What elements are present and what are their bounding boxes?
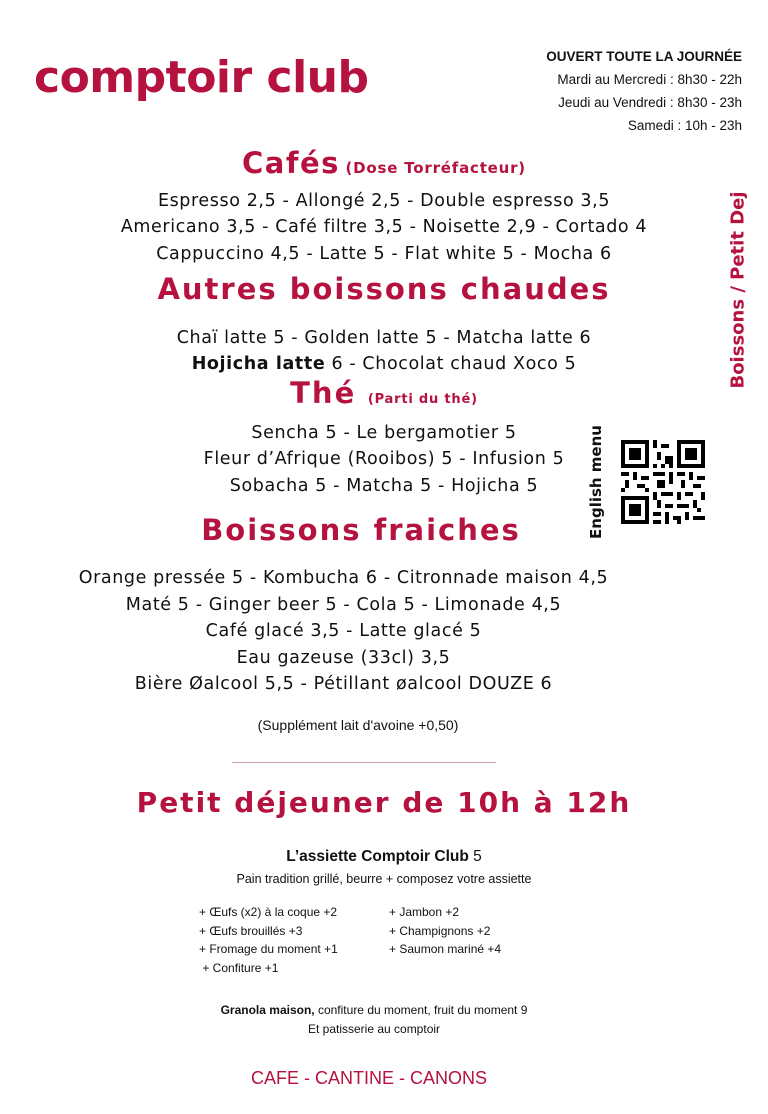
menu-line: Eau gazeuse (33cl) 3,5 bbox=[236, 648, 451, 668]
granola-details: confiture du moment, fruit du moment 9 bbox=[314, 1003, 528, 1017]
hours-line: Mardi au Mercredi : 8h30 - 22h bbox=[557, 72, 742, 87]
tea-title: Thé bbox=[290, 376, 357, 410]
supplement-note: (Supplément lait d'avoine +0,50) bbox=[257, 717, 459, 733]
tea-subtitle: (Parti du thé) bbox=[367, 392, 478, 407]
menu-item-bold: Hojicha latte bbox=[191, 354, 326, 374]
menu-line: Café glacé 3,5 - Latte glacé 5 bbox=[205, 621, 482, 641]
cafes-subtitle: (Dose Torréfacteur) bbox=[345, 159, 526, 177]
footer-tagline: CAFE - CANTINE - CANONS bbox=[250, 1068, 487, 1088]
plate-price: 5 bbox=[468, 848, 482, 865]
menu-line: Americano 3,5 - Café filtre 3,5 - Noisette 2,9 - Cortado 4 bbox=[120, 217, 648, 237]
plate-description: Pain tradition grillé, beurre + composez votre assiette bbox=[236, 872, 532, 886]
brand-logo: comptoir club bbox=[34, 52, 369, 103]
option-item: + Œufs brouillés +3 bbox=[199, 923, 303, 938]
option-item: + Saumon mariné +4 bbox=[389, 942, 502, 956]
option-item: + Jambon +2 bbox=[389, 905, 460, 919]
option-item: + Confiture +1 bbox=[199, 960, 279, 975]
options-left bbox=[199, 903, 338, 977]
menu-line: Sobacha 5 - Matcha 5 - Hojicha 5 bbox=[229, 476, 539, 496]
menu-line: Sencha 5 - Le bergamotier 5 bbox=[251, 423, 517, 443]
plate-name: L’assiette Comptoir Club bbox=[286, 848, 469, 865]
menu-line: Maté 5 - Ginger beer 5 - Cola 5 - Limonade 4,5 bbox=[125, 595, 562, 615]
section-title-cafes bbox=[0, 146, 768, 180]
menu-line: Fleur d’Afrique (Rooibos) 5 - Infusion 5 bbox=[203, 449, 565, 469]
menu-line: Bière Øalcool 5,5 - Pétillant øalcool DOUZE 6 bbox=[134, 674, 553, 694]
section-title-hot-drinks: Autres boissons chaudes bbox=[157, 272, 611, 306]
pastry-line: Et patisserie au comptoir bbox=[307, 1022, 441, 1036]
divider bbox=[232, 762, 496, 763]
menu-line: Orange pressée 5 - Kombucha 6 - Citronnade maison 4,5 bbox=[78, 568, 609, 588]
menu-line: Chaï latte 5 - Golden latte 5 - Matcha latte 6 bbox=[176, 328, 592, 348]
hours-line: Jeudi au Vendredi : 8h30 - 23h bbox=[558, 95, 742, 110]
opening-hours bbox=[546, 45, 742, 137]
hours-heading: OUVERT TOUTE LA JOURNÉE bbox=[546, 49, 742, 64]
menu-line: Espresso 2,5 - Allongé 2,5 - Double espresso 3,5 bbox=[157, 191, 611, 211]
section-title-breakfast: Petit déjeuner de 10h à 12h bbox=[136, 786, 632, 819]
breakfast-plate bbox=[0, 848, 768, 866]
menu-item-rest: 6 - Chocolat chaud Xoco 5 bbox=[325, 354, 577, 374]
side-label-text: Boissons / Petit Dej bbox=[727, 191, 749, 389]
section-title-tea bbox=[0, 376, 768, 410]
hours-line: Samedi : 10h - 23h bbox=[627, 118, 742, 133]
option-item: + Champignons +2 bbox=[389, 923, 491, 938]
granola-line bbox=[0, 1003, 748, 1017]
english-menu-text: English menu bbox=[587, 425, 605, 539]
option-item: + Œufs (x2) à la coque +2 bbox=[199, 905, 338, 919]
section-title-cold-drinks: Boissons fraiches bbox=[201, 513, 521, 547]
menu-line: Cappuccino 4,5 - Latte 5 - Flat white 5 - Mocha 6 bbox=[156, 244, 612, 264]
granola-name: Granola maison, bbox=[220, 1003, 315, 1017]
option-item: + Fromage du moment +1 bbox=[199, 942, 338, 956]
cafes-title: Cafés bbox=[242, 146, 340, 180]
options-right bbox=[389, 903, 501, 959]
menu-line bbox=[0, 351, 768, 378]
